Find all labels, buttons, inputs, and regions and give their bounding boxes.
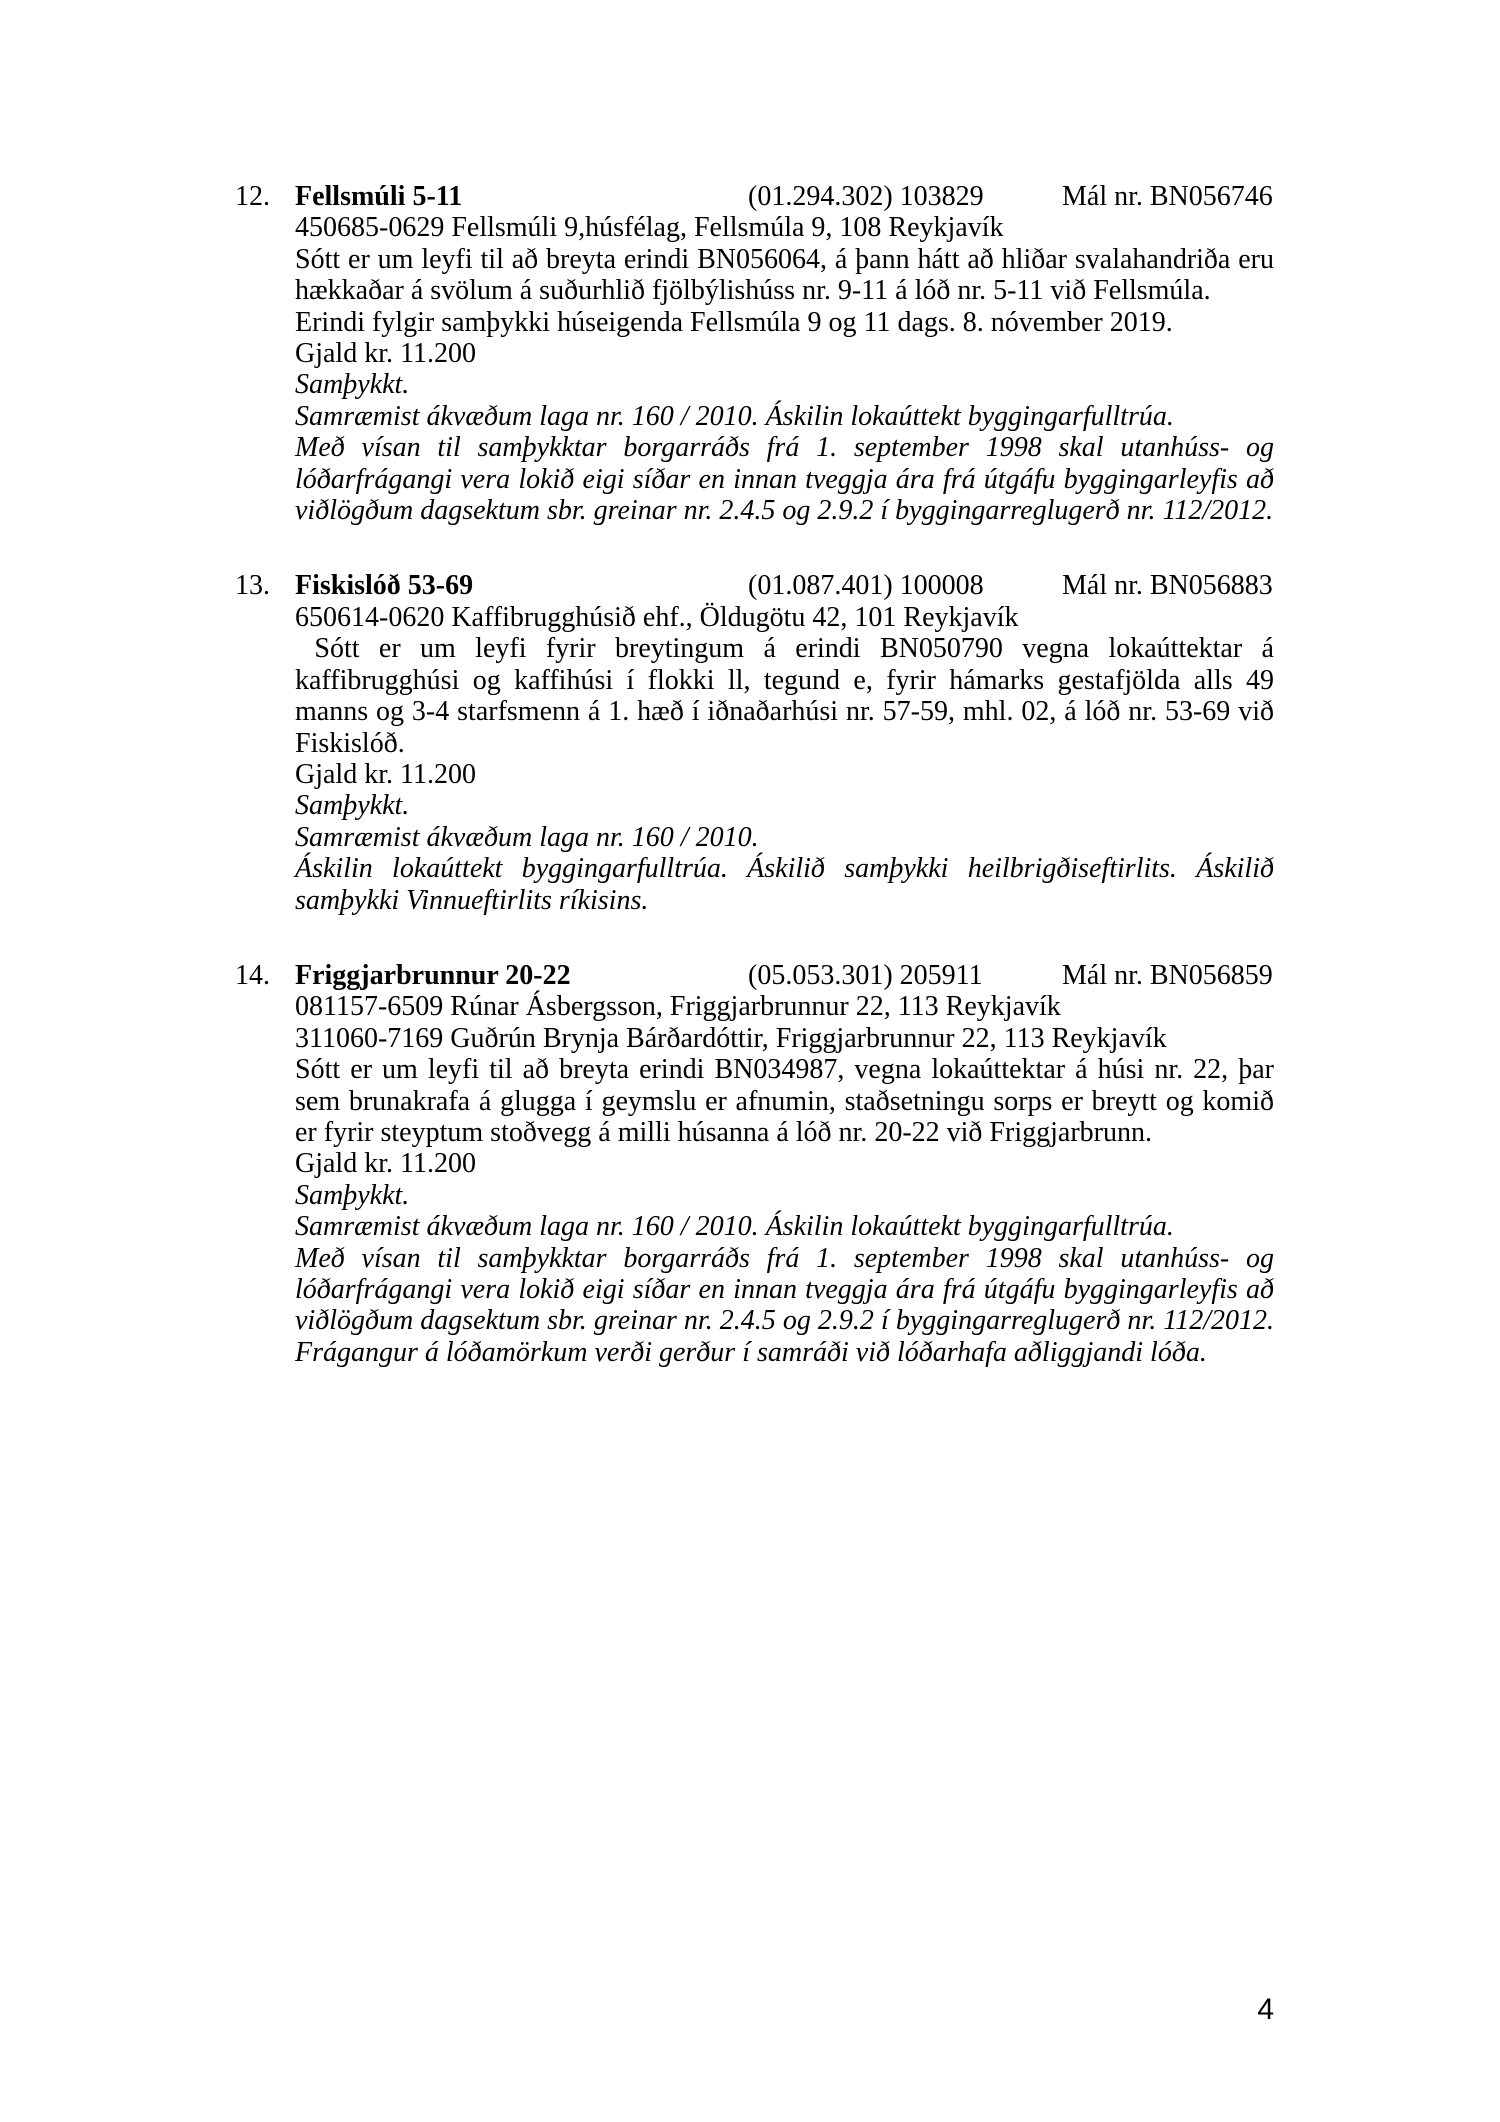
item-plot-code: (05.053.301) 205911 (748, 959, 983, 991)
fee-line: Gjald kr. 11.200 (295, 1148, 476, 1180)
registrant-line: 650614-0620 Kaffibrugghúsið ehf., Öldugötu 42, 101 Reykjavík (295, 601, 1019, 633)
attachment-line: Erindi fylgir samþykki húseigenda Fellsmúla 9 og 11 dags. 8. nóvember 2019. (295, 306, 1173, 338)
item-title: Fellsmúli 5-11 (295, 181, 463, 212)
compliance-line: Samræmist ákvæðum laga nr. 160 / 2010. Áskilin lokaúttekt byggingarfulltrúa. (295, 1211, 1174, 1243)
conditions-paragraph: Með vísan til samþykktar borgarráðs frá 1. september 1998 skal utanhúss- og lóðarfrágangi vera lokið eigi síðar en innan tveggja ára frá útgáfu byggingarleyfis að viðlögðum dagsektum sbr. greinar nr. 2.4.5 og 2.9.2 í byggingarreglugerð nr. 112/2012. (295, 432, 1274, 527)
item-number: 14. (235, 959, 270, 991)
page-number: 4 (1257, 1993, 1274, 2026)
item-plot-code: (01.294.302) 103829 (748, 181, 984, 212)
item-header (235, 181, 1274, 212)
item-plot-code: (01.087.401) 100008 (748, 570, 984, 602)
item-case-number: Mál nr. BN056746 (1062, 181, 1273, 212)
registrant-line: 081157-6509 Rúnar Ásbergsson, Friggjarbrunnur 22, 113 Reykjavík (295, 991, 1061, 1023)
item-title: Fiskislóð 53-69 (295, 570, 474, 602)
item-header (235, 570, 1274, 601)
fee-line: Gjald kr. 11.200 (295, 758, 476, 790)
item-number: 12. (235, 181, 270, 212)
compliance-line: Samræmist ákvæðum laga nr. 160 / 2010. Áskilin lokaúttekt byggingarfulltrúa. (295, 400, 1174, 432)
item-case-number: Mál nr. BN056883 (1062, 570, 1273, 602)
application-paragraph: Sótt er um leyfi til að breyta erindi BN034987, vegna lokaúttektar á húsi nr. 22, þar sem brunakrafa á glugga í geymslu er afnumin, staðsetningu sorps er breytt og komið er fyrir steyptum stoðvegg á milli húsanna á lóð nr. 20-22 við Friggjarbrunn. (295, 1054, 1274, 1148)
item-number: 13. (235, 570, 270, 602)
application-paragraph: Sótt er um leyfi til að breyta erindi BN056064, á þann hátt að hliðar svalahandriða eru hækkaðar á svölum á suðurhlið fjölbýlishúss nr. 9-11 á lóð nr. 5-11 við Fellsmúla. (295, 243, 1274, 307)
permit-item-14 (235, 960, 1274, 1368)
decision-line: Samþykkt. (295, 369, 410, 401)
item-title: Friggjarbrunnur 20-22 (295, 959, 571, 991)
compliance-line: Samræmist ákvæðum laga nr. 160 / 2010. (295, 821, 759, 853)
fee-line: Gjald kr. 11.200 (295, 338, 476, 370)
conditions-paragraph: Áskilin lokaúttekt byggingarfulltrúa. Áskilið samþykki heilbrigðiseftirlits. Áskilið samþykki Vinnueftirlits ríkisins. (295, 853, 1274, 916)
permit-item-12 (235, 181, 1274, 526)
conditions-paragraph: Með vísan til samþykktar borgarráðs frá 1. september 1998 skal utanhúss- og lóðarfrágangi vera lokið eigi síðar en innan tveggja ára frá útgáfu byggingarleyfis að viðlögðum dagsektum sbr. greinar nr. 2.4.5 og 2.9.2 í byggingarreglugerð nr. 112/2012. Frágangur á lóðamörkum verði gerður í samráði við lóðarhafa aðliggjandi lóða. (295, 1242, 1274, 1368)
decision-line: Samþykkt. (295, 1179, 410, 1211)
registrant-line: 450685-0629 Fellsmúli 9,húsfélag, Fellsmúla 9, 108 Reykjavík (295, 212, 1004, 244)
item-header (235, 960, 1274, 991)
decision-line: Samþykkt. (295, 790, 410, 822)
item-case-number: Mál nr. BN056859 (1062, 959, 1273, 991)
minutes-item-list (235, 181, 1274, 1368)
registrant-line: 311060-7169 Guðrún Brynja Bárðardóttir, Friggjarbrunnur 22, 113 Reykjavík (295, 1022, 1167, 1054)
permit-item-13 (235, 570, 1274, 915)
application-paragraph: Sótt er um leyfi fyrir breytingum á erindi BN050790 vegna lokaúttektar á kaffibrugghúsi og kaffihúsi í flokki ll, tegund e, fyrir hámarks gestafjölda alls 49 manns og 3-4 starfsmenn á 1. hæð í iðnaðarhúsi nr. 57-59, mhl. 02, á lóð nr. 53-69 við Fiskislóð. (295, 633, 1274, 759)
